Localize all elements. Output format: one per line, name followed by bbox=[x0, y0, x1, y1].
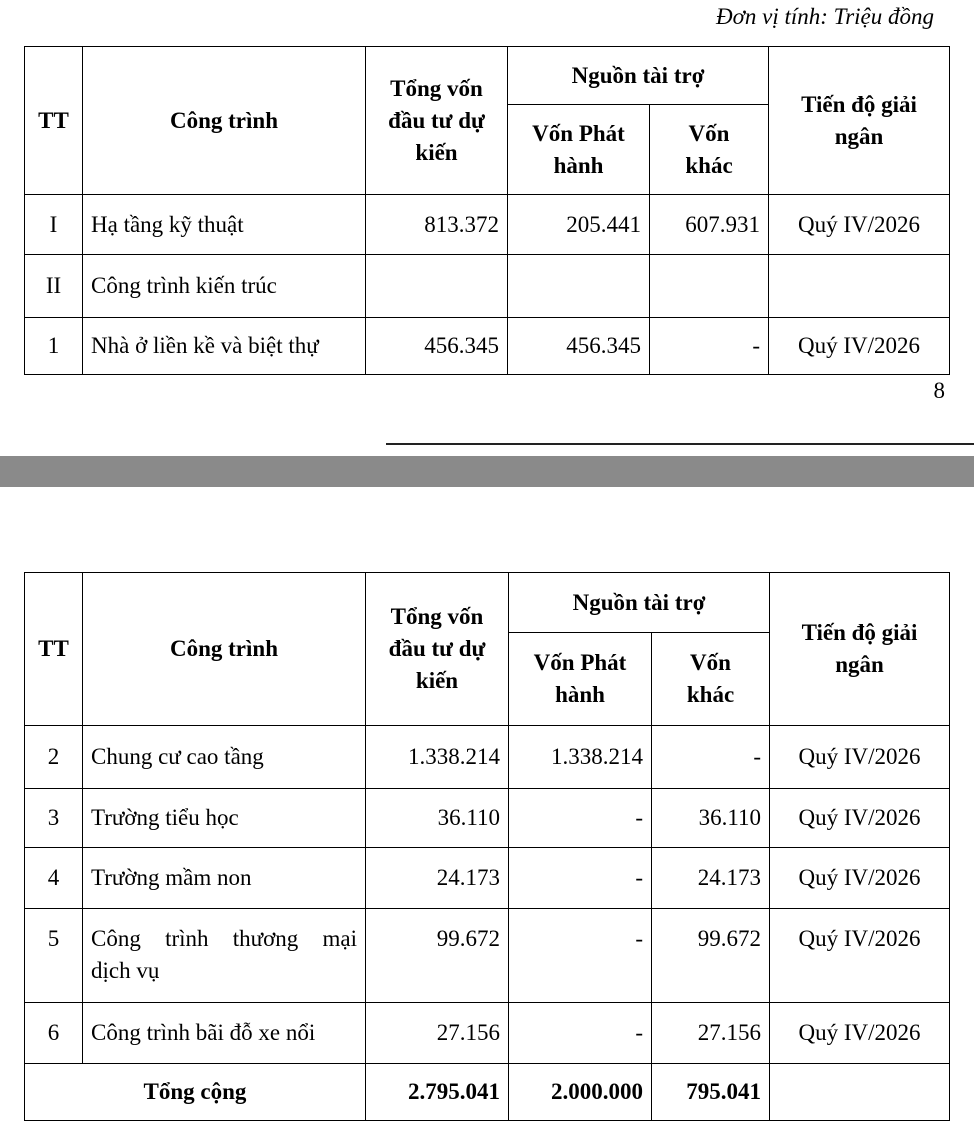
cell-name-line2: dịch vụ bbox=[91, 958, 160, 983]
footer-rule bbox=[386, 443, 974, 445]
cell-tong-von: 813.372 bbox=[366, 195, 508, 255]
header-tong-von-line1: Tổng vốn bbox=[390, 604, 484, 629]
header-tt: TT bbox=[25, 573, 83, 726]
cell-tien-do: Quý IV/2026 bbox=[769, 195, 950, 255]
header-nguon-tai-tro: Nguồn tài trợ bbox=[509, 573, 770, 633]
cell-tt: II bbox=[25, 255, 83, 318]
table-row bbox=[25, 789, 950, 848]
cell-von-khac: - bbox=[652, 726, 770, 789]
cell-tien-do: Quý IV/2026 bbox=[770, 789, 950, 848]
cell-tt: 3 bbox=[25, 789, 83, 848]
cell-name-line1: Công trình thương mại bbox=[91, 926, 357, 951]
cell-name: Công trình bãi đỗ xe nổi bbox=[83, 1003, 366, 1064]
cell-tien-do: Quý IV/2026 bbox=[770, 909, 950, 1003]
page-gap-divider bbox=[0, 456, 974, 487]
cell-von-phat-hanh: 1.338.214 bbox=[509, 726, 652, 789]
cell-tt: 5 bbox=[25, 909, 83, 1003]
header-cong-trinh: Công trình bbox=[83, 47, 366, 195]
header-von-khac bbox=[650, 105, 769, 195]
total-von-khac: 795.041 bbox=[652, 1064, 770, 1121]
header-tong-von-line2: đầu tư dự bbox=[388, 107, 485, 133]
header-von-khac bbox=[652, 633, 770, 726]
header-nguon-tai-tro: Nguồn tài trợ bbox=[508, 47, 769, 105]
cell-tong-von: 24.173 bbox=[366, 848, 509, 909]
total-tien-do bbox=[770, 1064, 950, 1121]
table-row bbox=[25, 848, 950, 909]
cell-tien-do: Quý IV/2026 bbox=[770, 848, 950, 909]
cell-von-khac: 607.931 bbox=[650, 195, 769, 255]
table-row bbox=[25, 1003, 950, 1064]
header-tong-von bbox=[366, 573, 509, 726]
cell-tien-do bbox=[769, 255, 950, 318]
cell-von-phat-hanh: - bbox=[509, 848, 652, 909]
table-row bbox=[25, 909, 950, 1003]
header-cong-trinh: Công trình bbox=[83, 573, 366, 726]
cell-tt: 4 bbox=[25, 848, 83, 909]
header-von-khac-line2: khác bbox=[686, 682, 735, 707]
header-tong-von-line3: kiến bbox=[415, 139, 458, 165]
total-von-phat-hanh: 2.000.000 bbox=[509, 1064, 652, 1121]
header-von-phat-hanh-line2: hành bbox=[553, 152, 604, 178]
table-row bbox=[25, 726, 950, 789]
cell-tong-von: 456.345 bbox=[366, 318, 508, 375]
header-tien-do-line2: ngân bbox=[834, 123, 884, 149]
investment-table-page-2 bbox=[24, 572, 950, 1121]
header-tien-do bbox=[769, 47, 950, 195]
header-tien-do-line1: Tiến độ giải bbox=[801, 620, 918, 645]
total-row bbox=[25, 1064, 950, 1121]
header-von-phat-hanh-line1: Vốn Phát bbox=[532, 120, 625, 146]
cell-von-khac bbox=[650, 255, 769, 318]
header-tien-do-line2: ngân bbox=[835, 652, 884, 677]
cell-tong-von bbox=[366, 255, 508, 318]
header-von-khac-line2: khác bbox=[685, 152, 733, 178]
cell-tien-do: Quý IV/2026 bbox=[770, 1003, 950, 1064]
cell-tien-do: Quý IV/2026 bbox=[769, 318, 950, 375]
cell-von-khac: - bbox=[650, 318, 769, 375]
header-von-phat-hanh bbox=[509, 633, 652, 726]
cell-von-khac: 99.672 bbox=[652, 909, 770, 1003]
header-tt: TT bbox=[25, 47, 83, 195]
cell-von-khac: 27.156 bbox=[652, 1003, 770, 1064]
header-tong-von bbox=[366, 47, 508, 195]
investment-table-page-1 bbox=[24, 46, 950, 375]
cell-von-phat-hanh: 456.345 bbox=[508, 318, 650, 375]
cell-name: Chung cư cao tầng bbox=[83, 726, 366, 789]
cell-von-phat-hanh: - bbox=[509, 789, 652, 848]
cell-tien-do: Quý IV/2026 bbox=[770, 726, 950, 789]
cell-tong-von: 27.156 bbox=[366, 1003, 509, 1064]
header-von-khac-line1: Vốn bbox=[688, 120, 730, 146]
cell-von-phat-hanh: - bbox=[509, 1003, 652, 1064]
cell-name: Trường tiểu học bbox=[83, 789, 366, 848]
header-tong-von-line1: Tổng vốn bbox=[390, 75, 483, 101]
header-von-phat-hanh bbox=[508, 105, 650, 195]
cell-von-khac: 24.173 bbox=[652, 848, 770, 909]
page-number: 8 bbox=[933, 378, 945, 403]
cell-name: Nhà ở liền kề và biệt thự bbox=[83, 318, 366, 375]
cell-von-khac: 36.110 bbox=[652, 789, 770, 848]
header-von-phat-hanh-line1: Vốn Phát bbox=[533, 650, 627, 675]
cell-tong-von: 99.672 bbox=[366, 909, 509, 1003]
header-von-phat-hanh-line2: hành bbox=[555, 682, 605, 707]
cell-von-phat-hanh: - bbox=[509, 909, 652, 1003]
cell-von-phat-hanh bbox=[508, 255, 650, 318]
cell-tt: 6 bbox=[25, 1003, 83, 1064]
cell-tong-von: 36.110 bbox=[366, 789, 509, 848]
cell-name: Trường mầm non bbox=[83, 848, 366, 909]
table-row bbox=[25, 255, 950, 318]
table-row bbox=[25, 195, 950, 255]
cell-name: Công trình kiến trúc bbox=[83, 255, 366, 318]
cell-tt: 1 bbox=[25, 318, 83, 375]
cell-name: Hạ tầng kỹ thuật bbox=[83, 195, 366, 255]
cell-tt: 2 bbox=[25, 726, 83, 789]
cell-tong-von: 1.338.214 bbox=[366, 726, 509, 789]
header-von-khac-line1: Vốn bbox=[690, 650, 731, 675]
unit-note: Đơn vị tính: Triệu đồng bbox=[716, 4, 934, 29]
header-tien-do bbox=[770, 573, 950, 726]
header-tong-von-line2: đầu tư dự bbox=[388, 636, 486, 661]
cell-name bbox=[83, 909, 366, 1003]
header-tong-von-line3: kiến bbox=[415, 668, 459, 693]
total-tong-von: 2.795.041 bbox=[366, 1064, 509, 1121]
cell-von-phat-hanh: 205.441 bbox=[508, 195, 650, 255]
total-label: Tổng cộng bbox=[25, 1064, 366, 1121]
header-tien-do-line1: Tiến độ giải bbox=[801, 91, 917, 117]
cell-tt: I bbox=[25, 195, 83, 255]
table-row bbox=[25, 318, 950, 375]
